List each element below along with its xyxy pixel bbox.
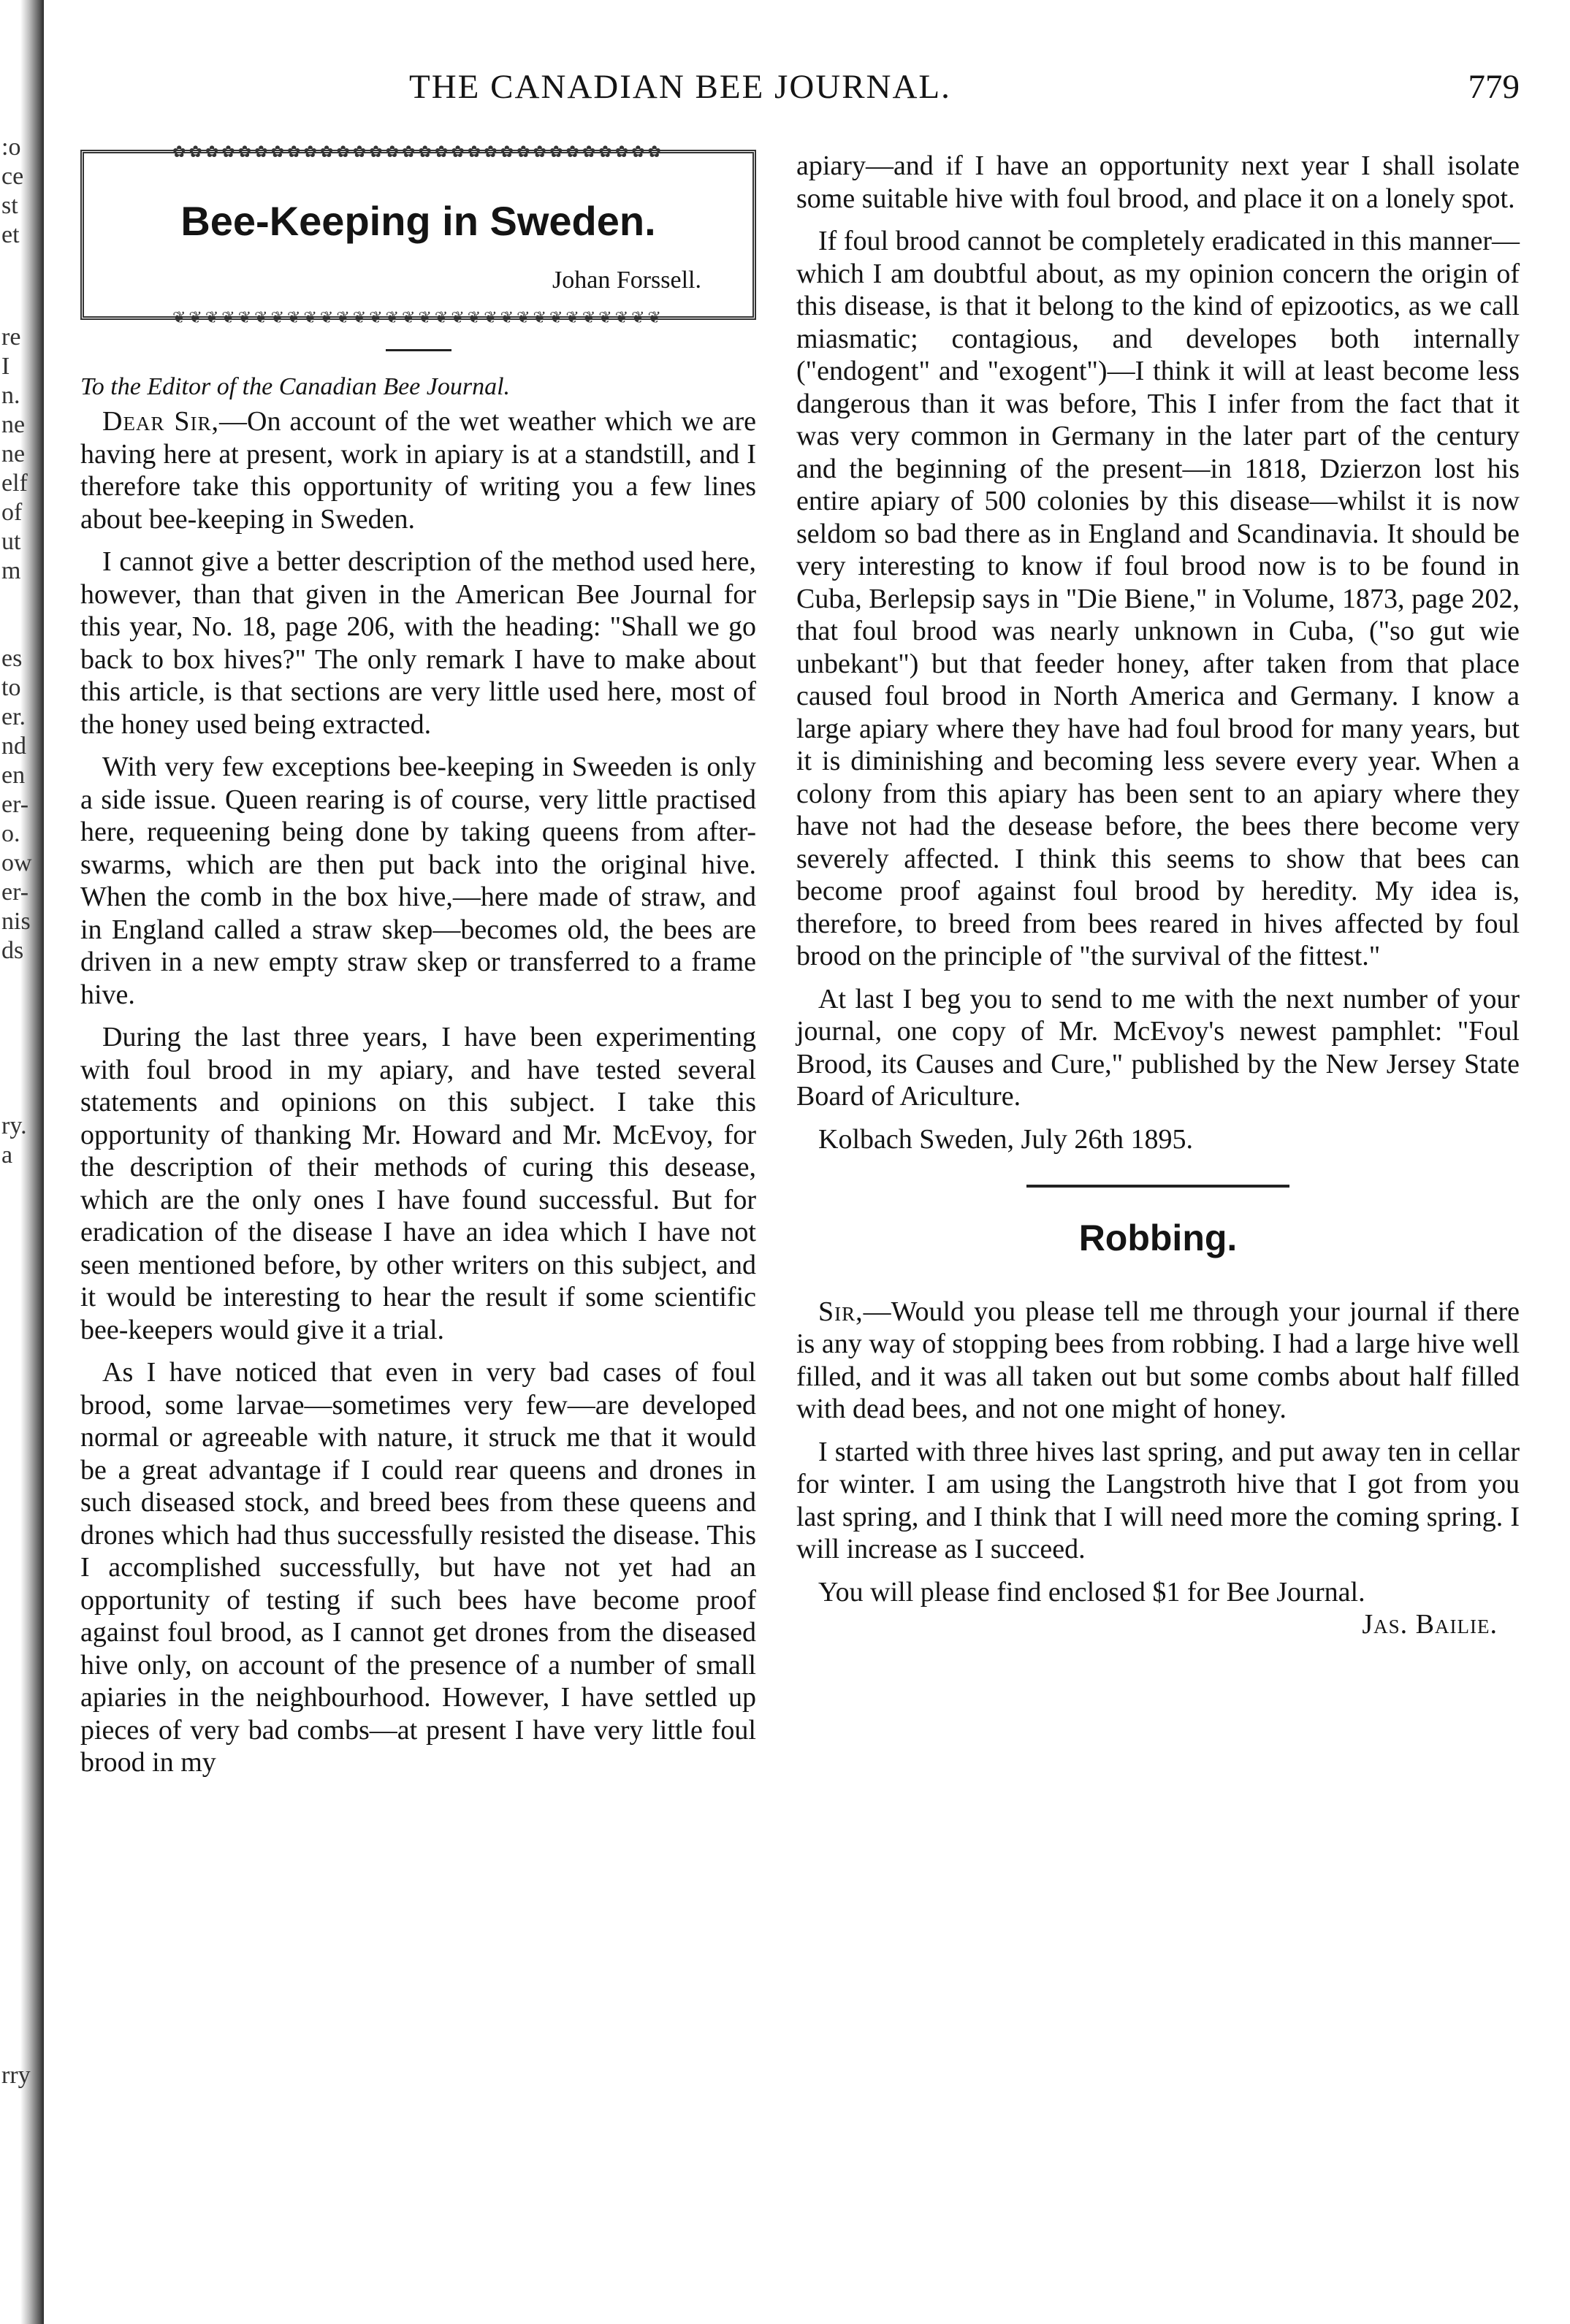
gutter-fragment: er- xyxy=(1,879,29,906)
article-title: Robbing. xyxy=(1078,1217,1238,1258)
gutter-fragment: re xyxy=(1,324,21,351)
address-line: To the Editor of the Canadian Bee Journal. xyxy=(80,373,511,400)
paragraph: If foul brood cannot be completely eradicated in this manner—which I am doubtful about, as my opinion concern the origin of this disease, is that it belong to the kind of epizootics, as we call miasmatic; contagious, and developes both internally ("endogent" and "exogent")—I think it will at least become less dangerous than it was before, This I infer from the fact that it was very common in Germany in the later part of the century and the beginning of the present—in 1818, Dzierzon lost his entire apiary of 500 colonies by this disease—whilst it is now seldom so bad there as in England and Scandinavia. It should be very interesting to know if foul brood now is to be found in Cuba, Berlepsip says in "Die Biene," in Volume, 1873, page 202, that foul brood was nearly unknown in Cuba, ("so gut wie unbekant") but that feeder honey, after taken from that place caused foul brood in North America and Germany. I know a large apiary where they have had foul brood for many years, but it is diminishing and becoming less severe every year. When a colony from this apiary has been sent to an apiary where they have not had the desease before, the bees there become very severely affected. I think this seems to show that bees can become proof against foul brood by heredity. My idea is, therefore, to breed from bees reared in hives affected by foul brood on the principle of "the survival of the fittest." xyxy=(796,226,1520,971)
gutter-fragment: ce xyxy=(1,163,24,190)
right-column xyxy=(796,150,1520,1641)
gutter-fragment: elf xyxy=(1,470,28,497)
gutter-fragment: nd xyxy=(1,733,26,760)
gutter-fragment: ry. xyxy=(1,1112,27,1139)
article-title: Bee-Keeping in Sweden. xyxy=(180,198,656,244)
signature: Jas. Bailie. xyxy=(1362,1609,1498,1640)
gutter-fragment: n. xyxy=(1,382,20,409)
gutter-fragment: o. xyxy=(1,820,20,847)
gutter-fragment: ne xyxy=(1,440,26,467)
gutter-fragment: m xyxy=(1,557,21,584)
gutter-fragment: ne xyxy=(1,411,26,438)
salutation: Dear Sir, xyxy=(102,406,220,437)
paragraph: During the last three years, I have been experimenting with foul brood in my apiary, and have tested several statements and opinions on this subject. I take this opportunity of thanking Mr. Howard and Mr. McEvoy, for the description of their methods of curing this desease, which are the only ones I have found successful. But for eradication of the disease I have an idea which I have not seen mentioned before, by other writers on this subject, and it would be interesting to hear the result if some scientific bee-keepers would give it a trial. xyxy=(80,1022,756,1345)
paragraph-text: You will please find enclosed $1 for Bee Journal. xyxy=(818,1576,1365,1608)
gutter-fragment: ut xyxy=(1,528,21,555)
gutter-fragment: er- xyxy=(1,791,29,818)
paragraph: apiary—and if I have an opportunity next year I shall isolate some suitable hive with foul brood, and place it on a lonely spot. xyxy=(796,150,1520,214)
paragraph xyxy=(80,405,756,535)
paragraph: At last I beg you to send to me with the next number of your journal, one copy of Mr. McEvoy's newest pamphlet: "Foul Brood, its Causes and Cure," published by the New Jersey State Board of Ariculture. xyxy=(796,983,1520,1112)
paragraph: I started with three hives last spring, and put away ten in cellar for winter. I am using the Langstroth hive that I got from you last spring, and I think that I will need more the coming spring. I will increase as I succeed. xyxy=(796,1436,1520,1564)
section-divider xyxy=(1026,1185,1289,1188)
gutter-fragment: en xyxy=(1,762,26,789)
gutter-fragment: a xyxy=(1,1142,13,1169)
paragraph xyxy=(796,1296,1520,1426)
paragraph: With very few exceptions bee-keeping in Sweeden is only a side issue. Queen rearing is of course, very little practised here, requeening being done by taking queens from after-swarms, which are then put back into the original hive. When the comb in the box hive,—here made of straw, and in England called a straw skep—becomes old, the bees are driven in a new empty straw skep or transferred to a frame hive. xyxy=(80,752,756,1010)
ornament-border-top: ✿✿✿✿✿✿✿✿✿✿✿✿✿✿✿✿✿✿✿✿✿✿✿✿✿✿✿✿✿✿ xyxy=(172,145,664,159)
page-header xyxy=(409,67,1520,111)
gutter-fragment: of xyxy=(1,499,23,526)
article-title-box xyxy=(80,145,756,325)
paragraph: As I have noticed that even in very bad cases of foul brood, some larvae—sometimes very few—are developed normal or agreeable with nature, it struck me that it would be a great advantage if I could rear queens and drones in such diseased stock, and breed bees from these queens and drones which had thus successfully resisted the disease. This I accomplished successfully, but have not yet had an opportunity of testing if such bees have become proof against foul brood, as I cannot get drones from the diseased hive only, on account of the presence of a number of small apiaries in the neighbourhood. However, I have settled up pieces of very bad combs—at present I have very little foul brood in my xyxy=(80,1357,756,1778)
gutter-fragment: :o xyxy=(1,134,21,161)
left-column xyxy=(80,145,756,1789)
salutation: Sir, xyxy=(818,1296,864,1327)
divider xyxy=(386,349,451,351)
gutter-fragment: nis xyxy=(1,908,31,935)
gutter-fragment: ow xyxy=(1,849,32,876)
page-number: 779 xyxy=(1468,68,1520,106)
gutter-fragment: I xyxy=(1,353,10,380)
gutter-fragment: et xyxy=(1,221,20,248)
gutter-fragment: st xyxy=(1,192,18,219)
gutter-fragment: ds xyxy=(1,937,24,964)
paragraph xyxy=(796,1576,1520,1640)
paragraph-text: —On account of the wet weather which we are having here at present, work in apiary is at a standstill, and I therefore take this opportunity of writing you a few lines about bee-keeping in Sweden. xyxy=(80,406,756,535)
paragraph-text: —Would you please tell me through your journal if there is any way of stopping bees from robbing. I had a large hive well filled, and it was all taken out but some combs about half filled with dead bees, and not one might of honey. xyxy=(796,1296,1520,1424)
gutter-fragment: es xyxy=(1,645,23,672)
gutter-fragment: to xyxy=(1,674,21,701)
gutter-fragment: er. xyxy=(1,703,26,730)
journal-title: THE CANADIAN BEE JOURNAL. xyxy=(409,68,951,106)
gutter-fragment: rry xyxy=(1,2062,31,2089)
paragraph: I cannot give a better description of the method used here, however, than that given in the American Bee Journal for this year, No. 18, page 206, with the heading: "Shall we go back to box hives?" The only remark I have to make about this article, is that sections are very little used here, most of the honey used being extracted. xyxy=(80,546,756,740)
ornament-border-bottom: ❦❦❦❦❦❦❦❦❦❦❦❦❦❦❦❦❦❦❦❦❦❦❦❦❦❦❦❦❦❦ xyxy=(172,310,664,325)
article-author: Johan Forssell. xyxy=(552,267,701,294)
dateline: Kolbach Sweden, July 26th 1895. xyxy=(818,1123,1193,1155)
